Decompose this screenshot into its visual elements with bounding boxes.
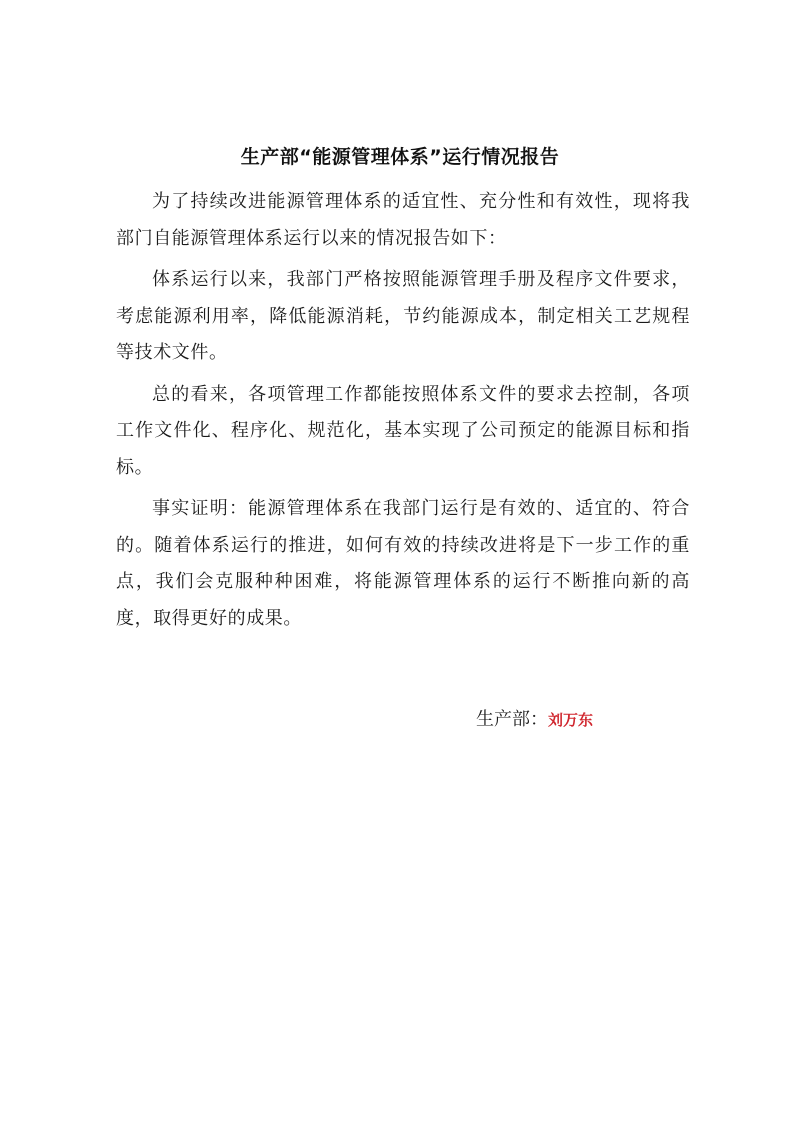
paragraph-summary: 总的看来，各项管理工作都能按照体系文件的要求去控制，各项工作文件化、程序化、规范化，基本实现了公司预定的能源目标和指标。 xyxy=(116,383,690,478)
paragraph-operation: 体系运行以来，我部门严格按照能源管理手册及程序文件要求，考虑能源利用率，降低能源消耗，节约能源成本，制定相关工艺规程等技术文件。 xyxy=(116,269,690,363)
paragraph-conclusion: 事实证明：能源管理体系在我部门运行是有效的、适宜的、符合的。随着体系运行的推进，如何有效的持续改进将是下一步工作的重点，我们会克服种种困难，将能源管理体系的运行不断推向新的高度，取得更好的成果。 xyxy=(116,498,690,629)
signature-department: 生产部： xyxy=(476,709,548,730)
signature-name: 刘万东 xyxy=(548,711,594,729)
paragraph-intro: 为了持续改进能源管理体系的适宜性、充分性和有效性，现将我部门自能源管理体系运行以来的情况报告如下： xyxy=(116,191,690,249)
signature-block xyxy=(476,708,593,732)
document-title: 生产部“能源管理体系”运行情况报告 xyxy=(240,146,560,168)
document-body xyxy=(116,184,690,637)
